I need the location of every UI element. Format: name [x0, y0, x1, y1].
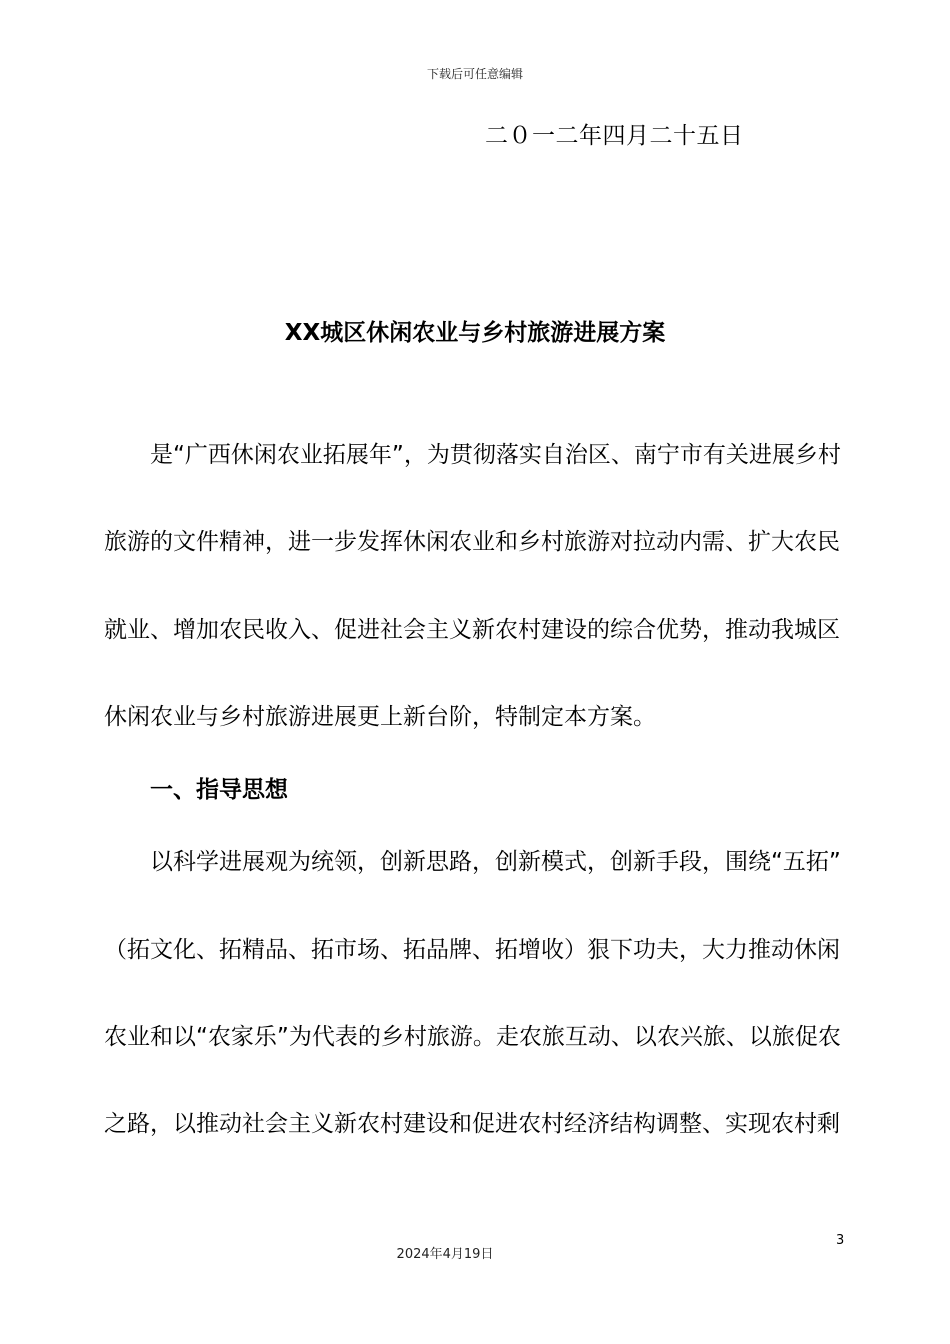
header-note: 下载后可任意编辑 — [426, 67, 523, 81]
section-line-1: 以科学进展观为统领，创新思路，创新模式，创新手段，围绕“五拓” — [150, 849, 841, 875]
section-heading: 一、指导思想 — [150, 777, 288, 803]
section-line-3: 农业和以“农家乐”为代表的乡村旅游。走农旅互动、以农兴旅、以旅促农 — [104, 1024, 841, 1050]
page-number: 3 — [836, 1233, 845, 1248]
intro-line-2: 旅游的文件精神，进一步发挥休闲农业和乡村旅游对拉动内需、扩大农民 — [104, 529, 840, 555]
intro-line-4: 休闲农业与乡村旅游进展更上新台阶，特制定本方案。 — [104, 704, 656, 730]
section-line-2: （拓文化、拓精品、拓市场、拓品牌、拓增收）狠下功夫，大力推动休闲 — [104, 937, 840, 963]
intro-line-3: 就业、增加农民收入、促进社会主义新农村建设的综合优势，推动我城区 — [104, 617, 840, 643]
footer-date: 2024年4月19日 — [396, 1247, 494, 1262]
date-line: 二０一二年四月二十五日 — [485, 123, 744, 149]
section-line-4: 之路，以推动社会主义新农村建设和促进农村经济结构调整、实现农村剩 — [104, 1111, 840, 1137]
intro-line-1: 是“广西休闲农业拓展年”，为贯彻落实自治区、南宁市有关进展乡村 — [150, 442, 841, 468]
document-title: XX城区休闲农业与乡村旅游进展方案 — [284, 320, 666, 346]
